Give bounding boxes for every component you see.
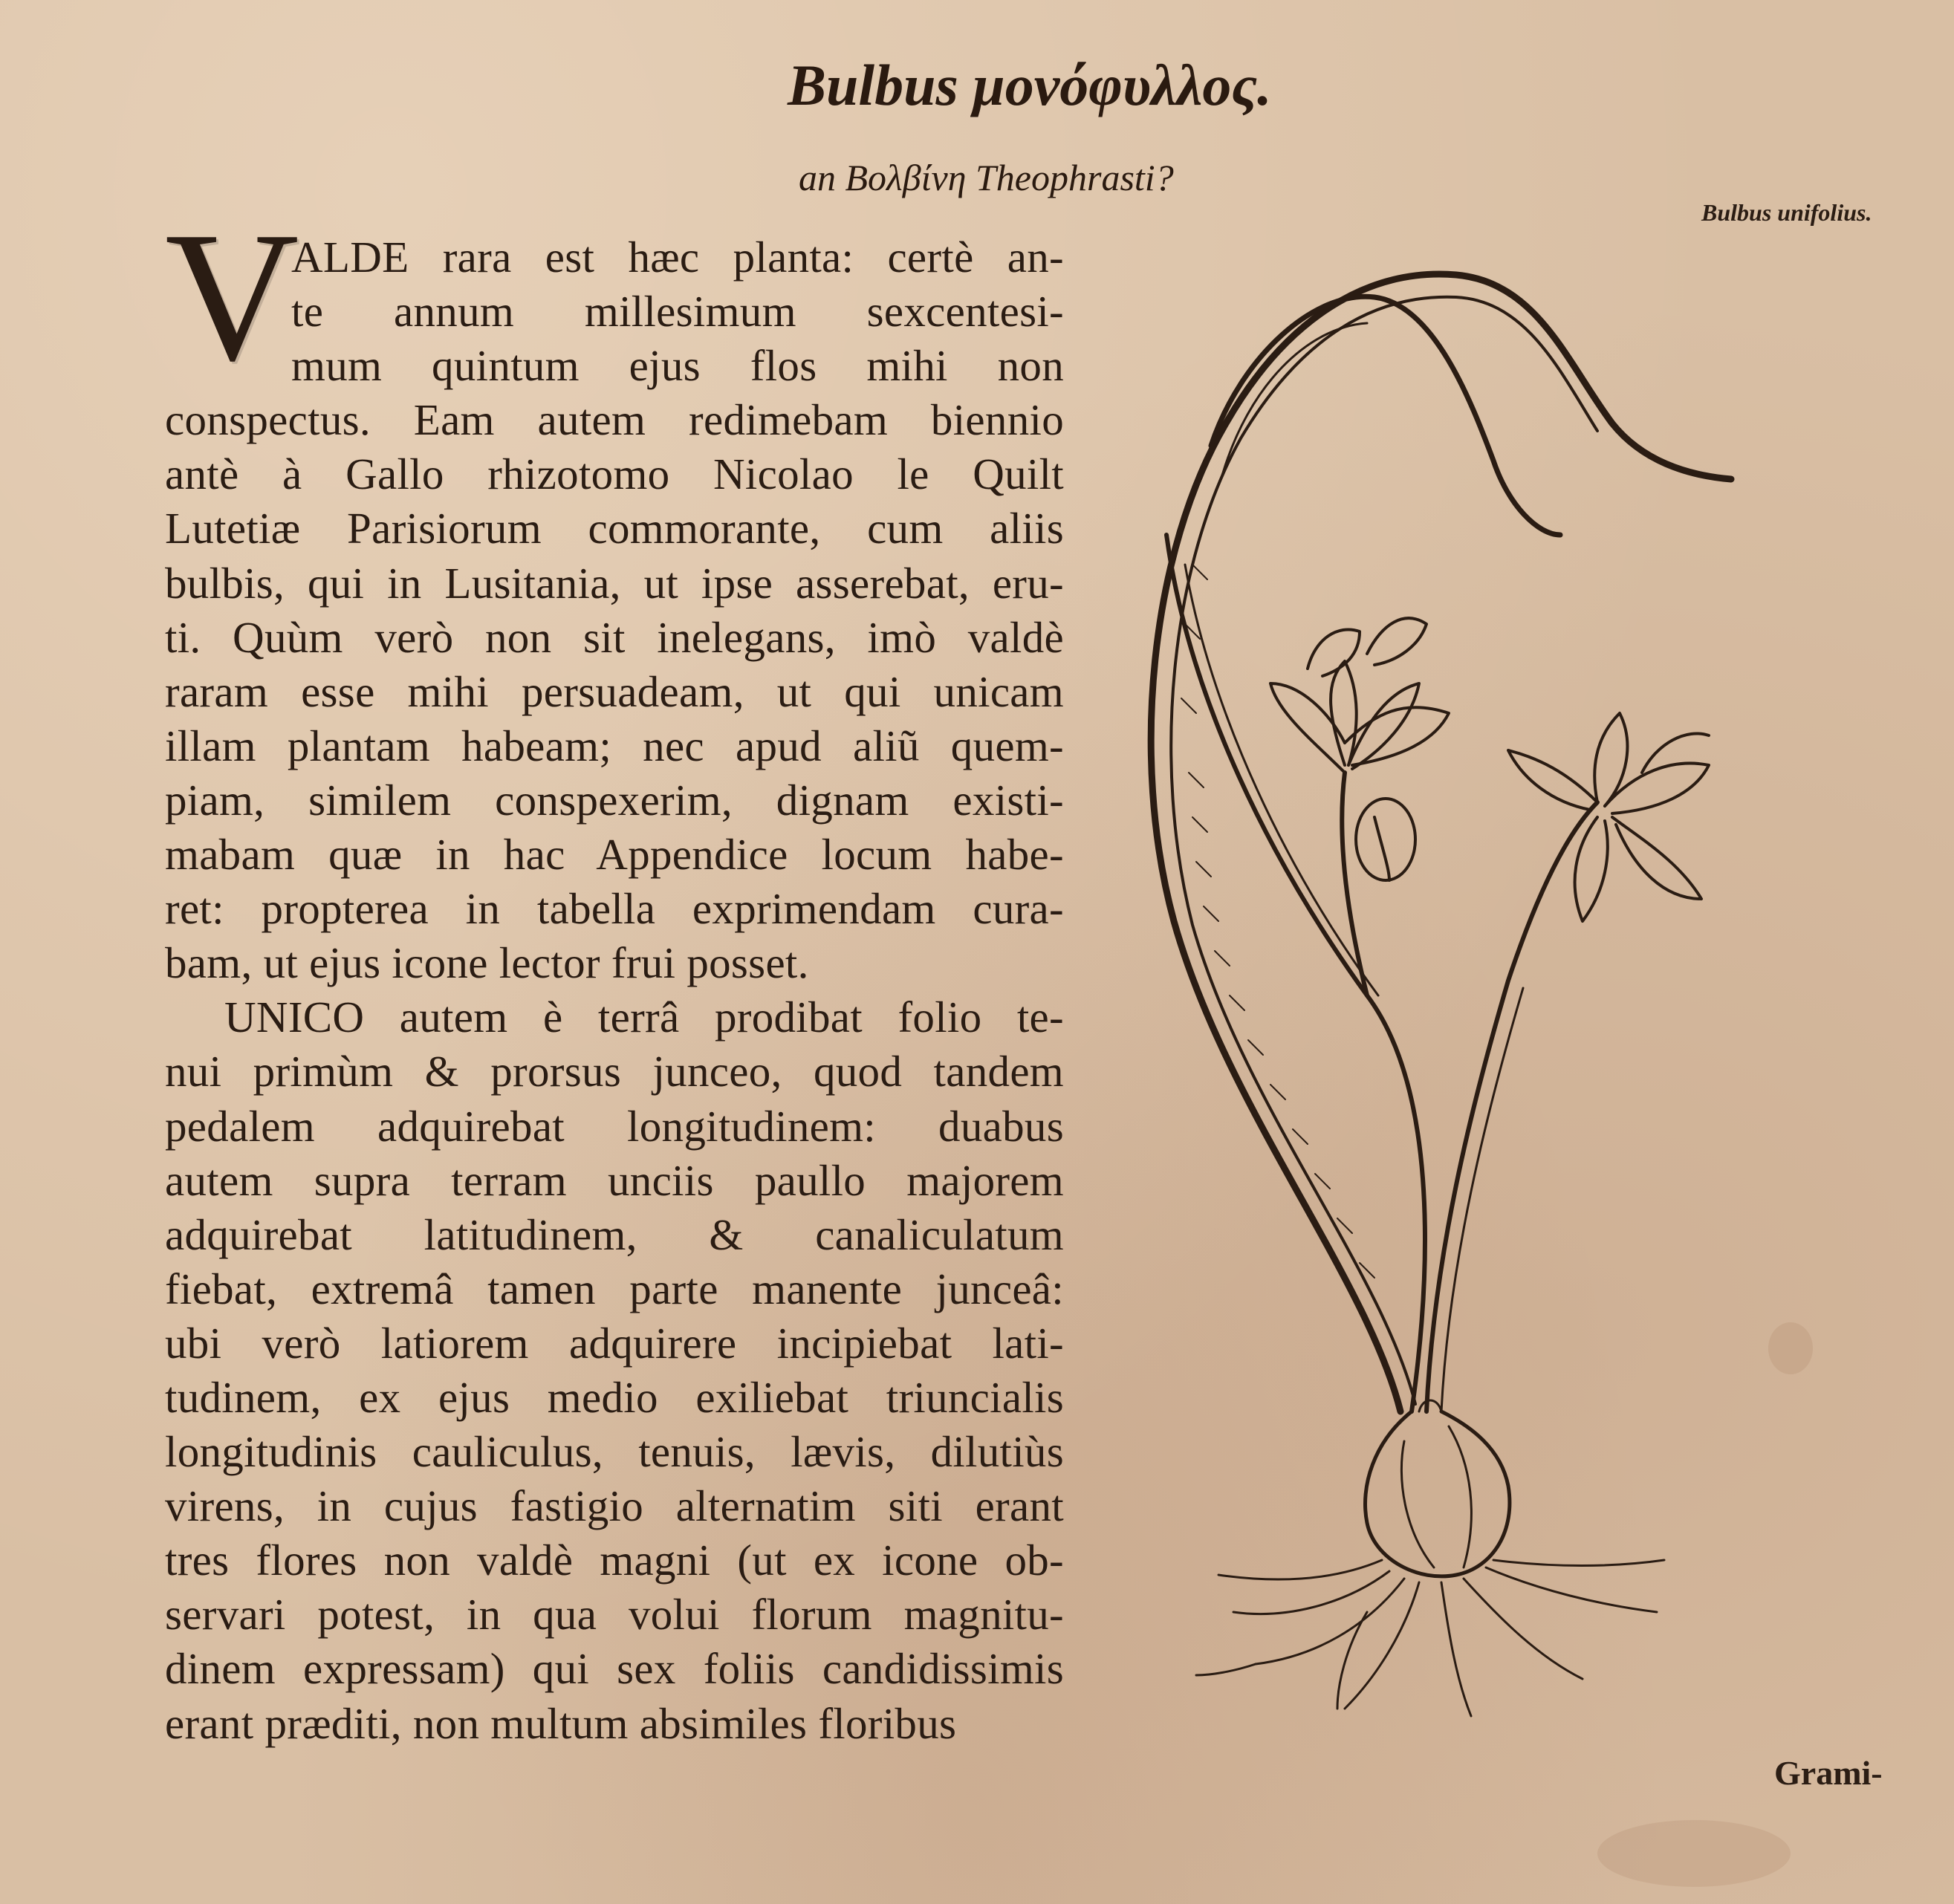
text-line: te annum millesimum sexcentesi-	[291, 287, 1064, 337]
text-line: fiebat, extremâ tamen parte manente junceâ:	[165, 1264, 1064, 1313]
paper-stain	[1768, 1322, 1813, 1374]
text-line: piam, similem conspexerim, dignam existi-	[165, 775, 1064, 825]
text-line: illam plantam habeam; nec apud aliũ quem-	[165, 721, 1064, 770]
text-line: conspectus. Eam autem redimebam biennio	[165, 395, 1064, 445]
flower-upper	[1270, 618, 1449, 880]
text-line: dinem expressam) qui sex foliis candidissimis	[165, 1644, 1064, 1694]
page-title: Bulbus μονόφυλλος.	[788, 53, 1272, 117]
bulb	[1366, 1400, 1510, 1576]
text-line: Lutetiæ Parisiorum commorante, cum aliis	[165, 504, 1064, 553]
text-line: ubi verò latiorem adquirere incipiebat lati-	[165, 1318, 1064, 1368]
text-line: antè à Gallo rhizotomo Nicolao le Quilt	[165, 449, 1064, 499]
catchword: Grami-	[1774, 1754, 1883, 1792]
plant-woodcut-illustration	[1122, 253, 1753, 1761]
flower-stem	[1426, 802, 1597, 1411]
leaf-second	[1211, 296, 1560, 535]
text-line: UNICO autem è terrâ prodibat folio te-	[224, 992, 1064, 1042]
text-line: bulbis, qui in Lusitania, ut ipse asserebat, eru-	[165, 558, 1064, 608]
text-line: autem supra terram unciis paullo majorem	[165, 1155, 1064, 1205]
text-line: tudinem, ex ejus medio exiliebat triuncialis	[165, 1372, 1064, 1422]
text-line: ret: propterea in tabella exprimendam cura-	[165, 884, 1064, 934]
marginal-note: Bulbus unifolius.	[1701, 199, 1872, 226]
roots	[1196, 1560, 1664, 1716]
drop-cap: V	[165, 194, 299, 400]
text-line: longitudinis cauliculus, tenuis, lævis, dilutiùs	[165, 1427, 1064, 1477]
text-line: nui primùm & prorsus junceo, quod tandem	[165, 1047, 1064, 1096]
text-line: raram esse mihi persuadeam, ut qui unicam	[165, 666, 1064, 716]
text-line: mum quintum ejus flos mihi non	[291, 341, 1064, 391]
text-line: tres flores non valdè magni (ut ex icone ob-	[165, 1536, 1064, 1585]
text-line: pedalem adquirebat longitudinem: duabus	[165, 1101, 1064, 1151]
paper-stain	[1597, 1820, 1791, 1887]
text-line: bam, ut ejus icone lector frui posset.	[165, 938, 809, 988]
text-line: ti. Quùm verò non sit inelegans, imò valdè	[165, 612, 1064, 662]
text-line: adquirebat latitudinem, & canaliculatum	[165, 1209, 1064, 1259]
text-line: virens, in cujus fastigio alternatim siti erant	[165, 1481, 1064, 1531]
flower-right	[1508, 713, 1709, 921]
text-line: ALDE rara est hæc planta: certè an-	[291, 233, 1064, 282]
leaf-inner	[1166, 535, 1425, 1411]
page-subtitle: an Βολβίνη Theophrasti?	[799, 157, 1174, 198]
text-line: servari potest, in qua volui florum magnitu-	[165, 1590, 1064, 1640]
text-line: mabam quæ in hac Appendice locum habe-	[165, 830, 1064, 880]
text-line: erant præditi, non multum absimiles floribus	[165, 1698, 957, 1748]
body-text	[165, 230, 1064, 1751]
